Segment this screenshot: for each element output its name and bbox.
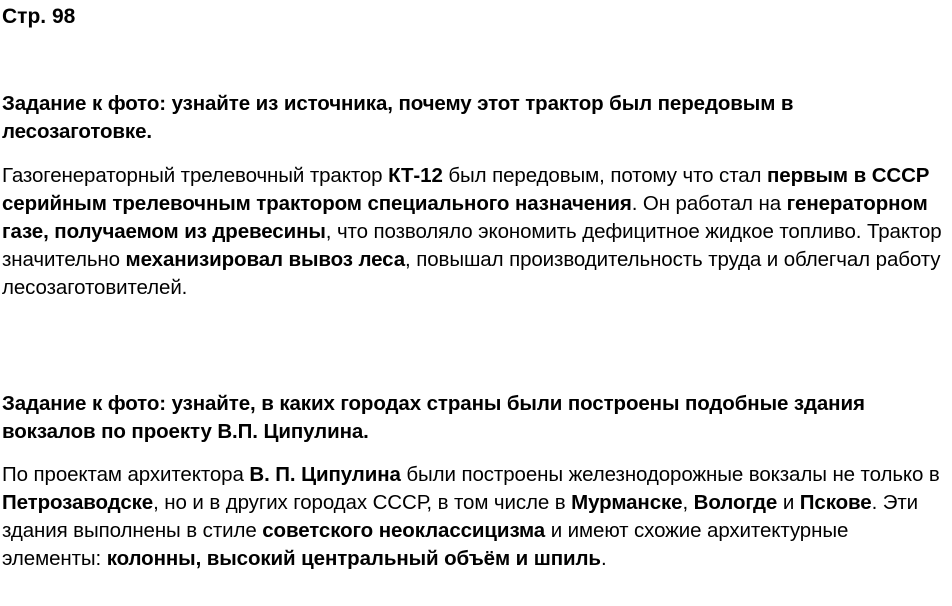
answer-text: и [777,491,800,514]
answer-text: , [682,491,694,514]
answer-text: . Он работал на [631,192,787,215]
answer-text: был передовым, потому что стал [442,164,768,187]
answer-emphasis-text: Пскове [799,491,872,514]
answer-text: и имеют схожие архитектурные элементы: [2,519,849,570]
answer-emphasis-text: механизировал вывоз леса [125,248,406,271]
answer-emphasis-text: Вологде [693,491,778,514]
answer-emphasis-text: Петрозаводске [2,491,154,514]
answer-emphasis-text: советского неоклассицизма [262,519,546,542]
answer-text: По проектам архитектора [2,463,250,486]
answer-emphasis-text: генераторном газе, получаемом из древесины [2,192,928,243]
answer-text: . [600,547,607,570]
answer-emphasis-text: колонны, высокий центральный объём и шпиль [106,547,601,570]
answer-paragraph-stations [2,461,946,573]
task-heading-tractor: Задание к фото: узнайте из источника, почему этот трактор был передовым в лесозаготовке. [2,92,794,143]
answer-paragraph-tractor [2,162,946,302]
answer-emphasis-text: первым в СССР серийным трелевочным трактором специального назначения [2,164,930,215]
answer-emphasis-text: КТ-12 [388,164,443,187]
answer-text: , но и в других городах СССР, в том числе в [153,491,572,514]
answer-text: . Эти здания выполнены в стиле [2,491,919,542]
page-number-label: Стр. 98 [2,5,76,28]
task-heading-stations: Задание к фото: узнайте, в каких городах страны были построены подобные здания вокзалов по проекту В.П. Ципулина. [2,392,865,443]
answer-text: , что позволяло экономить дефицитное жидкое топливо. Трактор значительно [2,220,942,271]
answer-emphasis-text: Мурманске [571,491,683,514]
answer-text: Газогенераторный трелевочный трактор [2,164,389,187]
answer-text: были построены железнодорожные вокзалы не только в [400,463,940,486]
answer-emphasis-text: В. П. Ципулина [249,463,401,486]
answer-text: , повышал производительность труда и облегчал работу лесозаготовителей. [2,248,941,299]
